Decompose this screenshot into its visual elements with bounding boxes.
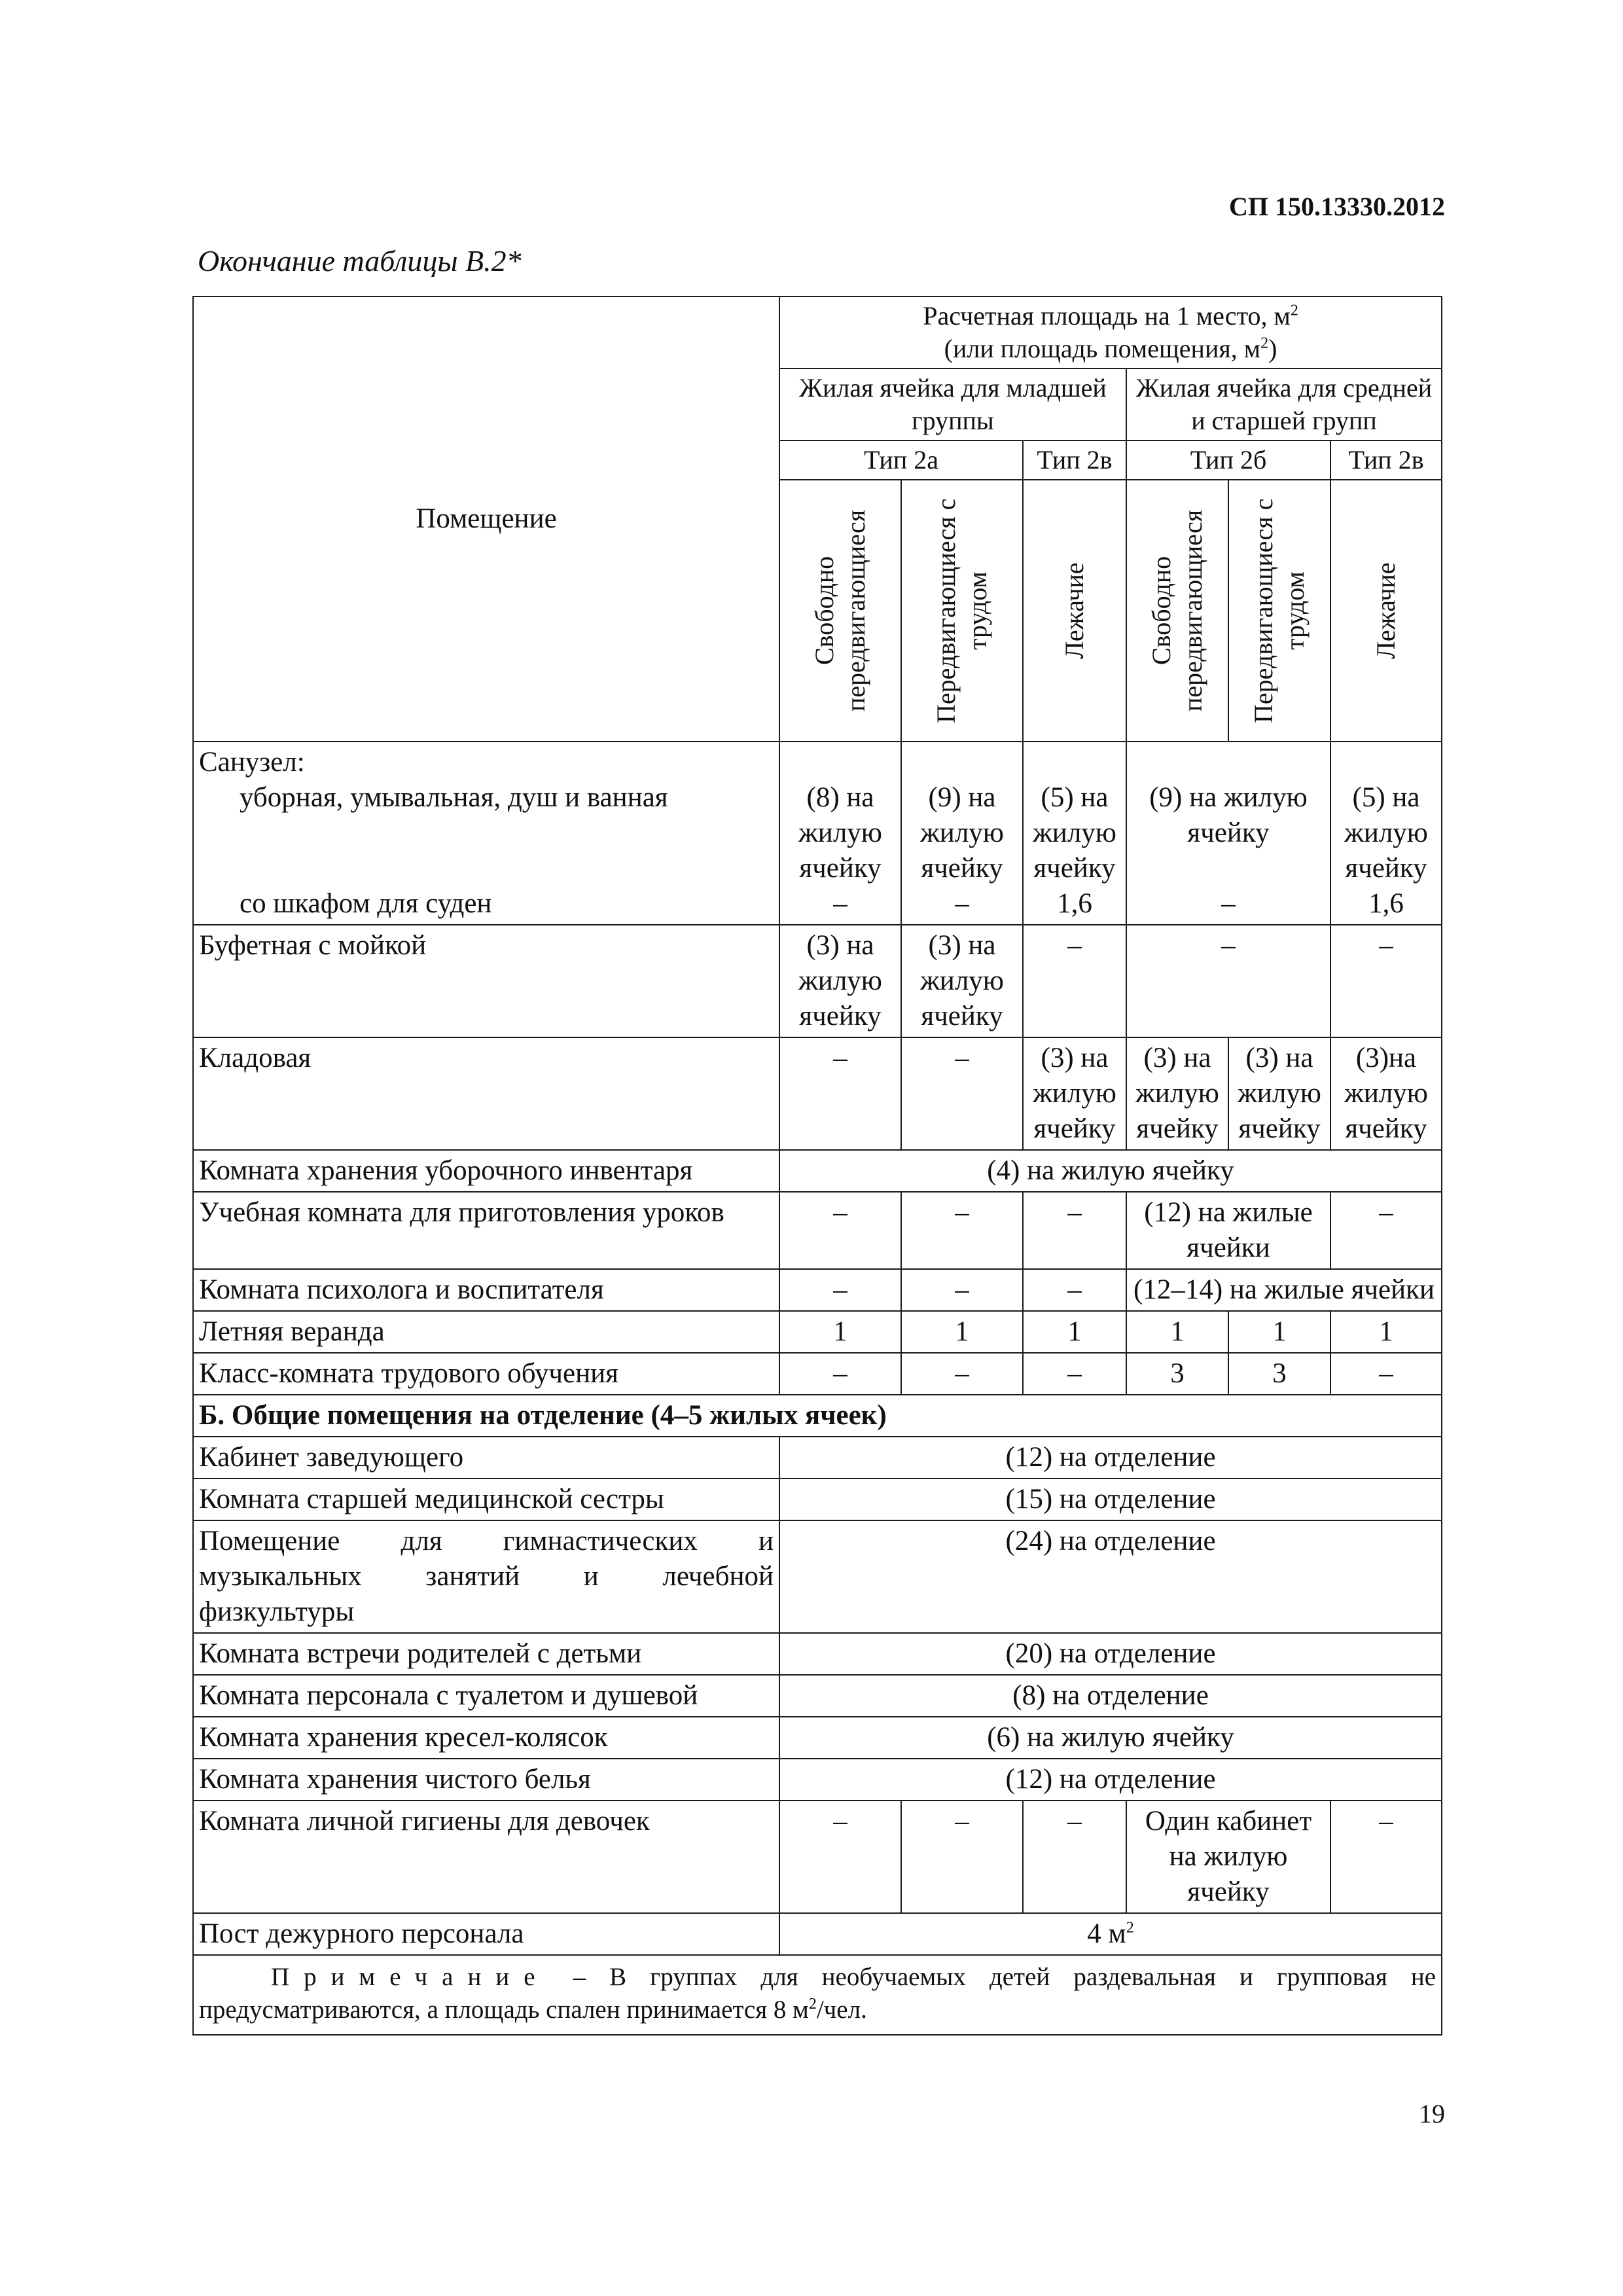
cell: Один кабинет на жилую ячейку: [1126, 1801, 1330, 1913]
cell: (4) на жилую ячейку: [779, 1150, 1442, 1192]
header-room: Помещение: [193, 296, 779, 742]
cell: (24) на отделение: [779, 1520, 1442, 1633]
cell: (20) на отделение: [779, 1633, 1442, 1675]
table-caption: Окончание таблицы В.2*: [198, 244, 522, 278]
table-row: [193, 1801, 1442, 1913]
row-name: Комната встречи родителей с детьми: [193, 1633, 779, 1675]
note-row: [193, 1955, 1442, 2035]
room-area-table: [192, 296, 1442, 2036]
cell: –: [1330, 1801, 1442, 1913]
cell: (8) на отделение: [779, 1675, 1442, 1717]
cell: (12) на отделение: [779, 1759, 1442, 1801]
cell: (12) на жилые ячейки: [1126, 1192, 1330, 1269]
header-hard-young: Передвигающиеся с трудом: [901, 480, 1023, 742]
cell: 3: [1126, 1353, 1228, 1395]
table-row: [193, 1311, 1442, 1353]
row-name: Летняя веранда: [193, 1311, 779, 1353]
table-row: [193, 1437, 1442, 1479]
row-name: Комната хранения чистого белья: [193, 1759, 779, 1801]
row-name: Класс-комната трудового обучения: [193, 1353, 779, 1395]
header-row-1: [193, 296, 1442, 368]
cell: (8) на жилую ячейку –: [779, 742, 901, 925]
row-name: Кладовая: [193, 1037, 779, 1150]
cell: –: [901, 1037, 1023, 1150]
header-lying-young: Лежачие: [1023, 480, 1126, 742]
table-row: [193, 1192, 1442, 1269]
cell: –: [901, 1192, 1023, 1269]
row-name: Комната хранения кресел-колясок: [193, 1717, 779, 1759]
header-type-2b: Тип 2б: [1126, 440, 1330, 480]
cell: –: [779, 1801, 901, 1913]
table-row: [193, 1633, 1442, 1675]
cell: 1: [1126, 1311, 1228, 1353]
cell: –: [1330, 1353, 1442, 1395]
table-row: [193, 742, 1442, 925]
cell: 4 $м^2$: [779, 1913, 1442, 1955]
header-hard-older: Передвигающиеся с трудом: [1228, 480, 1330, 742]
cell: 1: [1023, 1311, 1126, 1353]
row-name: Кабинет заведующего: [193, 1437, 779, 1479]
header-type-2v-young: Тип 2в: [1023, 440, 1126, 480]
row-name: Комната личной гигиены для девочек: [193, 1801, 779, 1913]
row-name: Комната персонала с туалетом и душевой: [193, 1675, 779, 1717]
cell: –: [779, 1037, 901, 1150]
row-name: Комната психолога и воспитателя: [193, 1269, 779, 1311]
table-row: [193, 925, 1442, 1037]
row-name: Санузел: уборная, умывальная, душ и ванная со шкафом для суден: [193, 742, 779, 925]
header-free-young: Свободно передвигающиеся: [779, 480, 901, 742]
page-number: 19: [1419, 2099, 1445, 2128]
cell: (3) на жилую ячейку: [1023, 1037, 1126, 1150]
row-name: Комната хранения уборочного инвентаря: [193, 1150, 779, 1192]
cell: (15) на отделение: [779, 1479, 1442, 1520]
cell: 1: [1228, 1311, 1330, 1353]
table-row: [193, 1037, 1442, 1150]
header-type-2v-older: Тип 2в: [1330, 440, 1442, 480]
cell: 1: [901, 1311, 1023, 1353]
cell: 1: [779, 1311, 901, 1353]
cell: –: [901, 1801, 1023, 1913]
table-row: [193, 1269, 1442, 1311]
header-group-young: Жилая ячейка для младшей группы: [779, 368, 1126, 440]
cell: 1: [1330, 1311, 1442, 1353]
header-free-older: Свободно передвигающиеся: [1126, 480, 1228, 742]
table-row: [193, 1479, 1442, 1520]
cell: (12–14) на жилые ячейки: [1126, 1269, 1442, 1311]
row-name: Буфетная с мойкой: [193, 925, 779, 1037]
row-name: Комната старшей медицинской сестры: [193, 1479, 779, 1520]
cell: –: [1023, 1353, 1126, 1395]
row-name: Пост дежурного персонала: [193, 1913, 779, 1955]
cell: –: [779, 1192, 901, 1269]
table-row: [193, 1353, 1442, 1395]
cell: (3) на жилую ячейку: [901, 925, 1023, 1037]
header-lying-older: Лежачие: [1330, 480, 1442, 742]
cell: –: [1023, 1192, 1126, 1269]
cell: (3) на жилую ячейку: [1228, 1037, 1330, 1150]
note-label: Примечание: [271, 1963, 550, 1991]
cell: –: [901, 1353, 1023, 1395]
section-header-row: [193, 1395, 1442, 1437]
row-name: Учебная комната для приготовления уроков: [193, 1192, 779, 1269]
cell: (9) на жилую ячейку –: [901, 742, 1023, 925]
table-row: [193, 1520, 1442, 1633]
cell: –: [779, 1353, 901, 1395]
cell: –: [1330, 925, 1442, 1037]
table-row: [193, 1717, 1442, 1759]
table-row: [193, 1150, 1442, 1192]
cell: –: [1023, 1801, 1126, 1913]
cell: –: [901, 1269, 1023, 1311]
cell: –: [1126, 925, 1330, 1037]
cell: (3) на жилую ячейку: [1126, 1037, 1228, 1150]
table-row: [193, 1759, 1442, 1801]
cell: (6) на жилую ячейку: [779, 1717, 1442, 1759]
row-name: Помещение для гимнастических и музыкальных занятий и лечебной физкультуры: [193, 1520, 779, 1633]
cell: –: [1023, 925, 1126, 1037]
table-row: [193, 1675, 1442, 1717]
section-b-title: Б. Общие помещения на отделение (4–5 жилых ячеек): [193, 1395, 1442, 1437]
cell: –: [1023, 1269, 1126, 1311]
cell: (5) на жилую ячейку 1,6: [1330, 742, 1442, 925]
cell: (3)на жилую ячейку: [1330, 1037, 1442, 1150]
cell: –: [1330, 1192, 1442, 1269]
header-type-2a: Тип 2а: [779, 440, 1023, 480]
table-row: [193, 1913, 1442, 1955]
cell: 3: [1228, 1353, 1330, 1395]
table-note: Примечание – В группах для необучаемых детей раздевальная и групповая не предусматриваются, а площадь спален принимается 8 $м^2$/чел.: [193, 1955, 1442, 2035]
header-group-older: Жилая ячейка для средней и старшей групп: [1126, 368, 1442, 440]
cell: –: [779, 1269, 901, 1311]
cell: (9) на жилую ячейку –: [1126, 742, 1330, 925]
cell: (3) на жилую ячейку: [779, 925, 901, 1037]
document-code: СП 150.13330.2012: [1229, 192, 1445, 221]
header-area: Расчетная площадь на 1 место, $м^2$ (или площадь помещения, $м^2$): [779, 296, 1442, 368]
cell: (12) на отделение: [779, 1437, 1442, 1479]
cell: (5) на жилую ячейку 1,6: [1023, 742, 1126, 925]
